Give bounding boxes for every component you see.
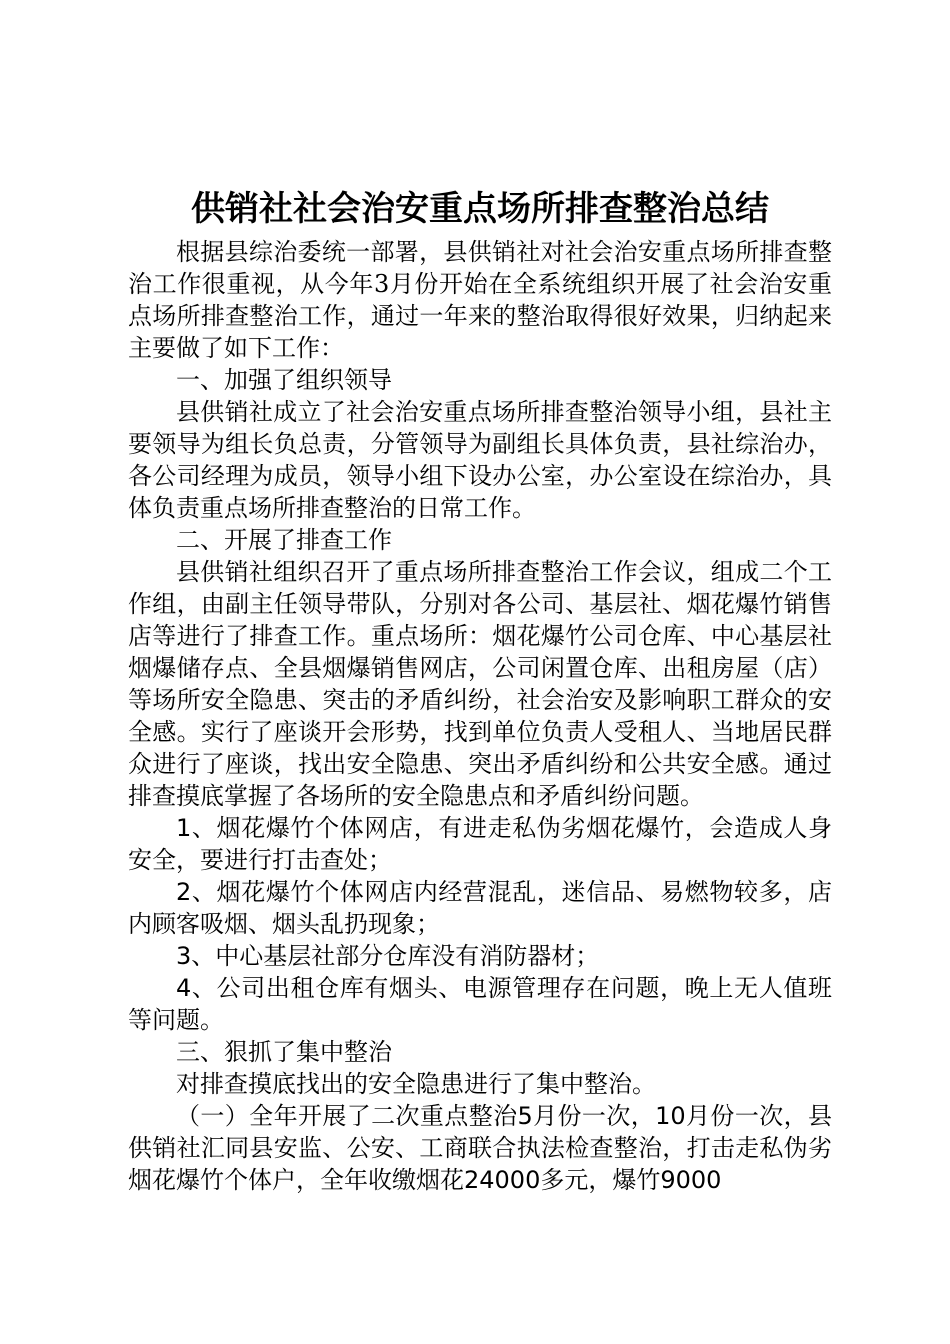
body-paragraph: 县供销社组织召开了重点场所排查整治工作会议，组成二个工作组，由副主任领导带队，分别对各公司、基层社、烟花爆竹销售店等进行了排查工作。重点场所：烟花爆竹公司仓库、中心基层社烟爆储存点、全县烟爆销售网店，公司闲置仓库、出租房屋（店）等场所安全隐患、突击的矛盾纠纷，社会治安及影响职工群众的安全感。实行了座谈开会形势，找到单位负责人受租人、当地居民群众进行了座谈，找出安全隐患、突出矛盾纠纷和公共安全感。通过排查摸底掌握了各场所的安全隐患点和矛盾纠纷问题。: [128, 558, 832, 810]
body-paragraph: 县供销社成立了社会治安重点场所排查整治领导小组，县社主要领导为组长负总责，分管领导为副组长具体负责，县社综治办，各公司经理为成员，领导小组下设办公室，办公室设在综治办，具体负责重点场所排查整治的日常工作。: [128, 398, 832, 522]
section-heading: 三、狠抓了集中整治: [176, 1038, 392, 1066]
list-item-paragraph: 4、公司出租仓库有烟头、电源管理存在问题，晚上无人值班等问题。: [128, 974, 832, 1034]
body-paragraph: 根据县综治委统一部署，县供销社对社会治安重点场所排查整治工作很重视，从今年3月份开始在全系统组织开展了社会治安重点场所排查整治工作，通过一年来的整治取得很好效果，归纳起来主要做了如下工作：: [128, 238, 832, 362]
document-title: 供销社社会治安重点场所排查整治总结: [191, 189, 769, 229]
list-item-paragraph: 2、烟花爆竹个体网店内经营混乱，迷信品、易燃物较多，店内顾客吸烟、烟头乱扔现象；: [128, 878, 832, 938]
section-heading: 一、加强了组织领导: [176, 366, 392, 394]
document-page: [128, 186, 832, 1196]
document-body: [128, 236, 832, 1196]
list-item-paragraph: （一）全年开展了二次重点整治5月份一次，10月份一次，县供销社汇同县安监、公安、工商联合执法检查整治，打击走私伪劣烟花爆竹个体户，全年收缴烟花24000多元，爆竹9000: [128, 1102, 832, 1194]
list-item-paragraph: 3、中心基层社部分仓库没有消防器材；: [176, 942, 600, 970]
section-heading: 二、开展了排查工作: [176, 526, 392, 554]
list-item-paragraph: 1、烟花爆竹个体网店，有进走私伪劣烟花爆竹，会造成人身安全，要进行打击查处；: [128, 814, 832, 874]
body-paragraph: 对排查摸底找出的安全隐患进行了集中整治。: [176, 1070, 656, 1098]
